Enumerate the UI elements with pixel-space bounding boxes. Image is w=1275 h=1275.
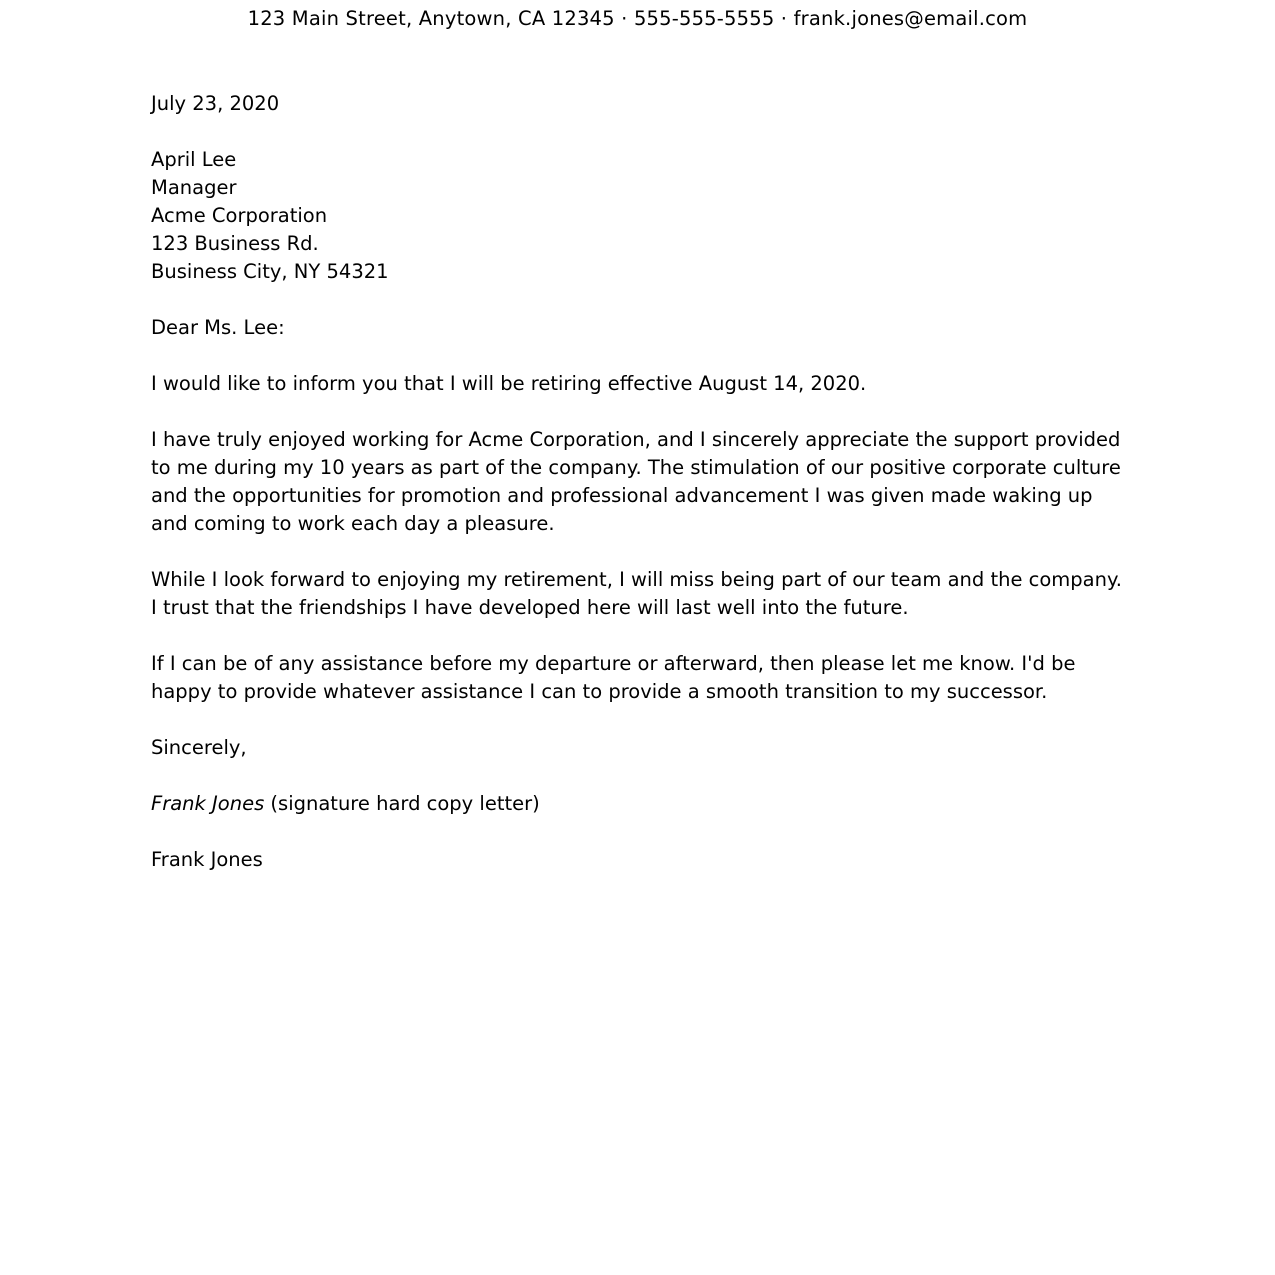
letter-date: July 23, 2020 — [151, 92, 280, 115]
letter-body — [151, 90, 1129, 874]
closing: Sincerely, — [151, 736, 247, 759]
salutation: Dear Ms. Lee: — [151, 316, 285, 339]
recipient-city-state-zip: Business City, NY 54321 — [151, 260, 389, 283]
recipient-company: Acme Corporation — [151, 204, 328, 227]
recipient-address-block — [151, 146, 1129, 286]
recipient-street: 123 Business Rd. — [151, 232, 319, 255]
body-paragraph-1: I would like to inform you that I will be retiring effective August 14, 2020. — [151, 372, 867, 395]
signature-note: (signature hard copy letter) — [264, 792, 540, 815]
letterhead-contact-line: 123 Main Street, Anytown, CA 12345 · 555-555-5555 · frank.jones@email.com — [247, 7, 1028, 30]
body-paragraph-4: If I can be of any assistance before my departure or afterward, then please let me know. I'd be happy to provide whatever assistance I can to provide a smooth transition to my successor. — [151, 652, 1076, 703]
recipient-name: April Lee — [151, 148, 237, 171]
recipient-title: Manager — [151, 176, 237, 199]
body-paragraph-3: While I look forward to enjoying my retirement, I will miss being part of our team and the company. I trust that the friendships I have developed here will last well into the future. — [151, 568, 1122, 619]
typed-name: Frank Jones — [151, 848, 263, 871]
signature-name: Frank Jones — [151, 792, 265, 815]
signature-line — [151, 790, 1129, 818]
body-paragraph-2: I have truly enjoyed working for Acme Corporation, and I sincerely appreciate the support provided to me during my 10 years as part of the company. The stimulation of our positive corporate culture and the opportunities for promotion and professional advancement I was given made waking up and coming to work each day a pleasure. — [151, 428, 1121, 535]
